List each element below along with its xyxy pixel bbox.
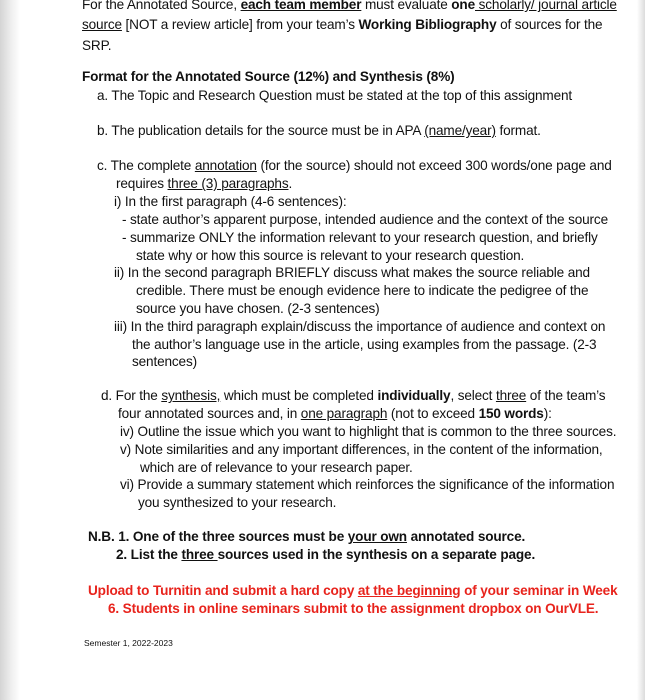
item-c-ii-line-2: credible. There must be enough evidence here to indicate the pedigree of the <box>136 283 589 298</box>
item-d-v-line-1: v) Note similarities and any important differences, in the content of the information, <box>120 442 603 457</box>
nb-line-1: N.B. 1. One of the three sources must be your own annotated source. <box>88 529 526 544</box>
item-d-v-line-2: which are of relevance to your research paper. <box>140 460 413 475</box>
item-c-i: i) In the first paragraph (4-6 sentences): <box>114 194 347 209</box>
item-d-vi-line-1: vi) Provide a summary statement which reinforces the significance of the information <box>120 477 615 492</box>
intro-line-1: For the Annotated Source, each team member must evaluate one scholarly/ journal article <box>82 0 617 12</box>
nb-line-2: 2. List the three sources used in the synthesis on a separate page. <box>116 547 536 562</box>
item-c-line-1: c. The complete annotation (for the source) should not exceed 300 words/one page and <box>97 158 612 173</box>
item-c-iii-line-2: the author’s language use in the article, using examples from the passage. (2-3 <box>132 337 597 352</box>
item-c-line-2: requires three (3) paragraphs. <box>116 176 293 191</box>
item-d-line-1: d. For the synthesis, which must be completed individually, select three of the team’s <box>101 388 606 403</box>
item-c-bullet-2-line-2: state why or how this source is relevant to your research question. <box>136 248 525 263</box>
item-c-bullet-2-line-1: - summarize ONLY the information relevant to your research question, and briefly <box>122 230 598 245</box>
item-d-vi-line-2: you synthesized to your research. <box>138 495 337 510</box>
item-c-iii-line-3: sentences) <box>132 354 197 369</box>
item-c-bullet-1: - state author’s apparent purpose, intended audience and the context of the source <box>122 212 608 227</box>
item-d-iv: iv) Outline the issue which you want to highlight that is common to the three sources. <box>120 424 617 439</box>
page-left-shadow <box>0 0 20 700</box>
footer-semester: Semester 1, 2022-2023 <box>84 638 173 648</box>
upload-notice-line-1: Upload to Turnitin and submit a hard copy at the beginning of your seminar in Week <box>88 583 618 598</box>
item-c-iii-line-1: iii) In the third paragraph explain/discuss the importance of audience and context on <box>114 319 606 334</box>
intro-line-2: source [NOT a review article] from your team’s Working Bibliography of sources for the <box>82 17 603 32</box>
item-a: a. The Topic and Research Question must be stated at the top of this assignment <box>97 88 573 103</box>
upload-notice-line-2: 6. Students in online seminars submit to the assignment dropbox on OurVLE. <box>108 601 599 616</box>
item-c-ii-line-3: source you have chosen. (2-3 sentences) <box>136 301 380 316</box>
intro-line-3: SRP. <box>82 38 112 53</box>
format-heading: Format for the Annotated Source (12%) and Synthesis (8%) <box>82 69 455 84</box>
item-b: b. The publication details for the source must be in APA (name/year) format. <box>97 123 541 138</box>
item-d-line-2: four annotated sources and, in one paragraph (not to exceed 150 words): <box>118 406 552 421</box>
item-c-ii-line-1: ii) In the second paragraph BRIEFLY discuss what makes the source reliable and <box>114 265 590 280</box>
page-right-shadow <box>637 0 645 700</box>
